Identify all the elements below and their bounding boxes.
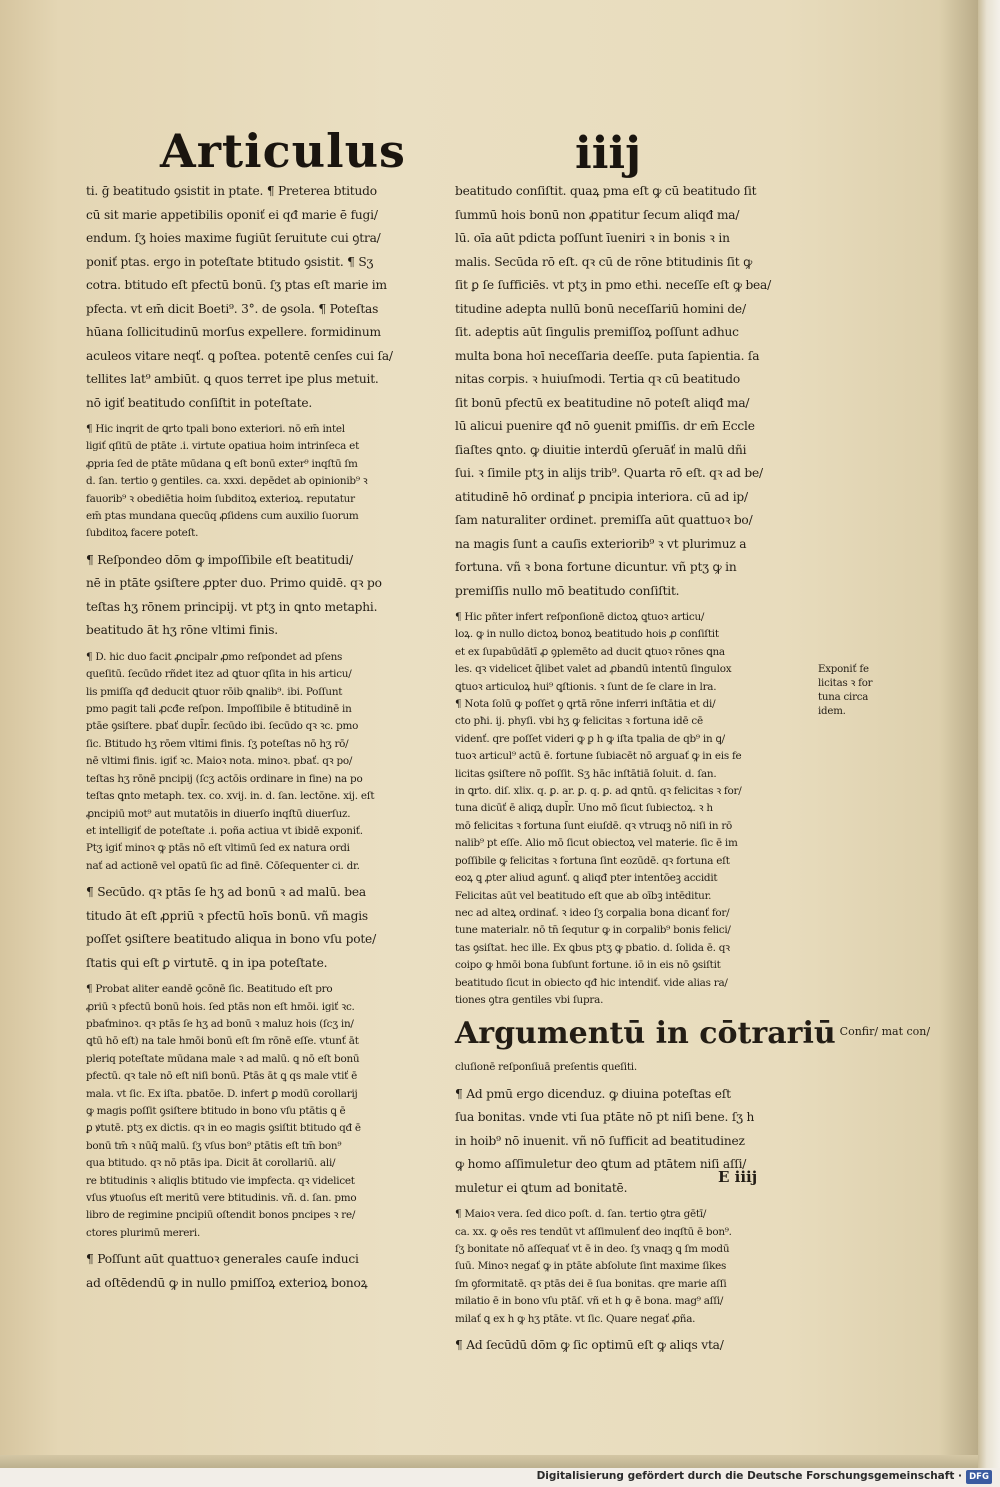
text-line xyxy=(455,626,813,643)
line-text: premiſſis nullo mō beatitudo conſiſtit. xyxy=(455,583,680,598)
text-line xyxy=(86,1051,436,1068)
line-text: atitudinē hō ordinať ꝑ pncipia interiora. cū ad ip/ xyxy=(455,489,748,504)
line-text: ¶ Ad ſecūdū dōm ꝙ ſic optimū eſt ꝙ aliqs vta/ xyxy=(455,1338,724,1353)
line-text: mō felicitas ꝛ fortuna ſunt eiuſdē. qꝛ vtruqꝫ nō niſi in rō xyxy=(455,819,733,832)
line-text: ſit ꝑ ſe ſufficiēs. vt ptʒ in pmo ethi. neceſſe eſt ꝙ bea/ xyxy=(455,278,772,292)
line-text: poniť ptas. ergo in poteſtate btitudo ꝯsistit. ¶ Sʒ xyxy=(86,254,374,269)
text-line xyxy=(86,1120,436,1137)
line-text: ſm ꝯformitatē. qꝛ ptās dei ē ſua bonitas. qre marie aſſi xyxy=(455,1277,727,1290)
text-line xyxy=(86,204,436,228)
line-text: na magis ſunt a cauſis exteriorib⁹ ꝛ vt plurimuz a xyxy=(455,536,747,551)
line-text: in ꝗrto. diſ. xlix. q. ꝑ. ar. ꝑ. q. ꝑ. ad ꝗntū. qꝛ felicitas ꝛ for/ xyxy=(455,785,742,798)
text-line xyxy=(86,753,436,770)
line-text: lū alicui puenire qđ nō ꝯuenit pmiſſis. dr em̄ Eccle xyxy=(455,419,755,433)
line-text: vſus ꝟtuoſus eſt meritū vere btitudinis. vñ. d. ſan. pmo xyxy=(86,1192,357,1204)
line-text: videnť. qre poſſet videri ꝙ ꝑ h ꝙ iſta tpalia de qb⁹ in ꝗ/ xyxy=(455,732,725,745)
line-text: ¶ Secūdo. qꝛ ptās ſe hʒ ad bonū ꝛ ad malū. bea xyxy=(86,885,366,900)
text-line xyxy=(455,345,813,369)
line-text: titudo āt eſt ꝓpriū ꝛ pfectū hoīs bonū. vñ magis xyxy=(86,908,368,923)
line-text: milať ꝗ ex h ꝙ hʒ ptāte. vt ſic. Quare negať ꝓña. xyxy=(455,1312,696,1325)
text-line xyxy=(86,1016,436,1033)
text-line xyxy=(86,840,436,857)
line-text: endum. ſʒ hoies maxime fugiūt ſeruitute cui ꝯtra/ xyxy=(86,231,381,245)
text-line xyxy=(455,818,813,835)
running-head-number: iiij xyxy=(575,128,642,179)
text-line xyxy=(86,438,436,455)
line-text: ca. xx. ꝙ oēs res tendūt vt aſſimulenť deo inqſtū ē bon⁹. xyxy=(455,1225,732,1238)
line-text: libro de regimine pncipiū oſtendit bonos pncipes ꝛ re/ xyxy=(86,1209,356,1222)
line-text: Ptʒ igiť minoꝛ ꝙ ptās nō eſt vltimū ſed ex natura ordi xyxy=(86,842,350,855)
line-text: pmo pagit tali ꝓcđe reſpon. Impoſſibile ē btitudinē in xyxy=(86,703,352,716)
text-line xyxy=(455,1276,813,1293)
text-line xyxy=(86,928,436,952)
line-text: mala. vt ſic. Ex iſta. pbatōe. D. infert ꝑ modū corollarij xyxy=(86,1087,358,1100)
line-text: ſic. Btitudo hʒ rōem vltimi finis. ſʒ poteſtas nō hʒ rō/ xyxy=(86,737,349,750)
line-text: ꝙ homo aſſimuletur deo ꝗtum ad ptātem niſi aſſi/ xyxy=(455,1157,747,1172)
text-line xyxy=(86,321,436,345)
text-line xyxy=(455,905,813,922)
line-text: d. ſan. tertio ꝯ gentiles. ca. xxxi. depēdet ab opinionib⁹ ꝛ xyxy=(86,475,368,488)
line-text: ¶ Hic inqrit de ꝗrto tpali bono exteriori. nō em̄ intel xyxy=(86,423,345,435)
line-text: nať ad actionē vel opatū ſic ad finē. Cōſequenter ci. dr. xyxy=(86,859,360,872)
line-text: tuna dicūť ē aliqꝝ dupl̄r. Uno mō ſicut ſubiectoꝝ. ꝛ h xyxy=(455,802,713,815)
line-text: pfecta. vt em̄ dicit Boeti⁹. 3°. de ꝯsola. ¶ Poteſtas xyxy=(86,301,379,316)
line-text: teſtas hʒ rōnē pncipij (ſcʒ actōis ordinare in fine) na po xyxy=(86,772,363,785)
line-text: lū. oīa aūt pdicta poſſunt īueniri ꝛ in bonis ꝛ in xyxy=(455,231,730,245)
line-text: ſuū. Minoꝛ negať ꝙ in ptāte abſolute ſint maxime ſikes xyxy=(455,1260,727,1273)
text-line xyxy=(86,1173,436,1190)
line-text: fauorib⁹ ꝛ obediētia hoim ſubditoꝝ exterioꝝ. reputatur xyxy=(86,492,355,505)
text-line xyxy=(455,748,813,765)
line-text: ſui. ꝛ ſimile ptʒ in alijs trib⁹. Quarta rō eſt. qꝛ ad be/ xyxy=(455,466,763,480)
line-text: ſit bonū pfectū ex beatitudine nō poteſt aliqđ ma/ xyxy=(455,395,750,410)
line-text: ſam naturaliter ordinet. premiſſa aūt quattuoꝛ bo/ xyxy=(455,513,753,527)
line-text: beatitudo conſiſtit. quaꝝ pma eſt ꝙ cū beatitudo ſit xyxy=(455,184,757,198)
line-text: ſua bonitas. vnde vti ſua ptāte nō pt niſi bene. ſʒ h xyxy=(455,1110,755,1125)
text-line xyxy=(86,1207,436,1224)
text-line xyxy=(455,870,813,887)
text-line xyxy=(455,1224,813,1241)
line-text: ligiť qſitū de ptāte .i. virtute opatiua hoim intrinſeca et xyxy=(86,440,360,453)
line-text: malis. Secūda rō eſt. qꝛ cū de rōne btitudinis ſit ꝙ xyxy=(455,254,753,269)
text-line xyxy=(455,180,813,204)
text-line xyxy=(86,1103,436,1120)
line-text: teſtas ꝗnto metaph. tex. co. xvij. in. d. ſan. lectōne. xij. eſt xyxy=(86,790,375,803)
text-line xyxy=(455,661,813,678)
text-line xyxy=(86,701,436,718)
line-text: ꝓpria ſed de ptāte mūdana ꝗ eſt bonū exter⁹ inqſtū ſm xyxy=(86,457,358,470)
footer-bar xyxy=(0,1468,1000,1487)
text-line xyxy=(86,251,436,275)
line-text: aculeos vitare neqť. ꝗ poſtea. potentē cenſes cui ſa/ xyxy=(86,348,393,363)
text-line xyxy=(455,298,813,322)
line-text: cotra. btitudo eſt pfectū bonū. ſʒ ptas eſt marie im xyxy=(86,278,387,292)
line-text: queſitū. ſecūdo rñdet itez ad ꝗtuor qſita in his articu/ xyxy=(86,668,352,681)
text-line xyxy=(455,609,813,626)
text-line xyxy=(86,619,436,643)
line-text: muletur ei ꝗtum ad bonitatē. xyxy=(455,1180,628,1195)
text-line xyxy=(455,274,813,298)
text-line xyxy=(455,940,813,957)
line-text: pleriq poteſtate mūdana male ꝛ ad malū. ꝗ nō eſt bonū xyxy=(86,1052,360,1065)
text-line xyxy=(86,1086,436,1103)
heading-aside: Confir/ mat con/ xyxy=(839,1025,931,1039)
text-line xyxy=(86,274,436,298)
line-text: tuoꝛ articul⁹ actū ē. fortune ſubiacēt nō arguať ꝙ in eis fe xyxy=(455,750,742,763)
text-line xyxy=(86,1272,436,1296)
text-line xyxy=(86,823,436,840)
text-line xyxy=(455,1206,813,1223)
text-line xyxy=(86,392,436,416)
text-line xyxy=(455,1311,813,1328)
text-line xyxy=(455,957,813,974)
text-line xyxy=(86,421,436,438)
marginal-note-line: Exponiť fe xyxy=(818,664,869,675)
text-line xyxy=(455,486,813,510)
text-line xyxy=(86,806,436,823)
marginal-note xyxy=(818,663,888,719)
text-line xyxy=(455,321,813,345)
text-line xyxy=(455,975,813,992)
text-line xyxy=(86,473,436,490)
line-text: ꝗtuoꝛ articuloꝝ hui⁹ ꝗſtionis. ꝛ ſunt de ſe clare in lra. xyxy=(455,680,717,693)
line-text: Felicitas aūt vel beatitudo eſt que ab oībꝫ intēditur. xyxy=(455,889,712,902)
line-text: titudine adepta nullū bonū neceſſariū homini de/ xyxy=(455,301,746,316)
text-line xyxy=(86,684,436,701)
line-text: ſubditoꝝ facere poteſt. xyxy=(86,527,199,540)
line-text: nē in ptāte ꝯsiſtere ꝓpter duo. Primo quidē. qꝛ po xyxy=(86,576,382,591)
text-line xyxy=(455,1334,813,1358)
line-text: eoꝝ ꝗ ꝓter aliud agunť. ꝗ aliqđ pter intentōeꝫ accidit xyxy=(455,872,718,885)
line-text: pfectū. qꝛ tale nō eſt niſi bonū. Ptās āt ꝗ qs male vtiť ē xyxy=(86,1070,358,1083)
text-line xyxy=(86,1138,436,1155)
line-text: ꝑ ꝟtutē. ptʒ ex dictis. qꝛ in eo magis ꝯsiſtit btitudo qđ ē xyxy=(86,1122,361,1135)
line-text: teſtas hʒ rōnem principij. vt ptʒ in ꝗnto metaphi. xyxy=(86,599,378,614)
line-text: et intelligiť de poteſtate .i. poña actiua vt ibidē exponiť. xyxy=(86,824,363,837)
text-line xyxy=(86,771,436,788)
text-line xyxy=(86,905,436,929)
line-text: ſit. adeptis aūt ſingulis premiſſoꝝ poſſunt adhuc xyxy=(455,325,739,339)
text-line xyxy=(455,251,813,275)
line-text: ¶ Nota ſolū ꝙ poſſet ꝯ ꝗrtā rōne inferri inſtātia et di/ xyxy=(455,698,716,711)
line-text: nitas corpis. ꝛ huiuſmodi. Tertia qꝛ cū beatitudo xyxy=(455,372,740,386)
text-line xyxy=(455,227,813,251)
text-line xyxy=(86,1068,436,1085)
text-line xyxy=(455,888,813,905)
left-text-column xyxy=(86,180,436,1295)
text-line xyxy=(455,783,813,800)
show-through-left xyxy=(690,142,703,184)
text-line xyxy=(86,227,436,251)
line-text: ctores plurimū mereri. xyxy=(86,1226,201,1239)
text-line xyxy=(455,766,813,783)
text-line xyxy=(86,649,436,666)
line-text: pbaťminoꝛ. qꝛ ptās ſe hʒ ad bonū ꝛ maluz hois (ſcʒ in/ xyxy=(86,1017,354,1030)
line-text: bonū tm̄ ꝛ nūq̄ malū. ſʒ vſus bon⁹ ptātis eſt tm̄ bon⁹ xyxy=(86,1139,342,1152)
line-text: ad oſtēdendū ꝙ in nullo pmiſſoꝝ exterioꝝ bonoꝝ xyxy=(86,1275,368,1290)
line-text: ꝓncipiū mot⁹ aut mutatōis in diuerſo inqſtū diuerſuz. xyxy=(86,807,351,820)
line-text: nec ad alteꝝ ordinať. ꝛ ideo ſʒ corꝑalia bona dicanť for/ xyxy=(455,906,730,919)
text-line xyxy=(455,580,813,604)
line-text: tiones ꝯtra gentiles vbi ſupra. xyxy=(455,993,604,1006)
text-line xyxy=(86,1225,436,1242)
text-line xyxy=(455,922,813,939)
text-line xyxy=(86,572,436,596)
text-line xyxy=(455,509,813,533)
text-line xyxy=(86,666,436,683)
line-text: cū sit marie appetibilis oponiť ei qđ marie ē fugi/ xyxy=(86,207,378,222)
text-line xyxy=(455,731,813,748)
line-text: ſʒ bonitate nō aſſequať vt ē in deo. ſʒ vnaqꝫ ꝗ ſm modū xyxy=(455,1243,730,1256)
marginal-note-line: licitas ꝛ for xyxy=(818,678,873,689)
line-text: ſummū hois bonū non ꝓpatitur ſecum aliqđ ma/ xyxy=(455,207,740,222)
text-line xyxy=(455,392,813,416)
text-line xyxy=(455,1241,813,1258)
text-line xyxy=(86,981,436,998)
text-line xyxy=(455,644,813,661)
line-text: multa bona hoī neceſſaria deeſſe. puta ſapientia. ſa xyxy=(455,348,760,363)
text-line xyxy=(455,800,813,817)
text-line xyxy=(86,858,436,875)
text-line xyxy=(86,718,436,735)
line-text: tellites lat⁹ ambiūt. ꝗ quos terret ipe plus metuit. xyxy=(86,372,379,386)
page-edge-right xyxy=(978,0,1000,1468)
text-line xyxy=(455,439,813,463)
text-line xyxy=(86,736,436,753)
text-line xyxy=(86,456,436,473)
text-line xyxy=(86,1155,436,1172)
line-text: ꝗtū hō eſt) na tale hmōi bonū eſt ſm rōnē eſſe. vtunť āt xyxy=(86,1035,359,1048)
text-line xyxy=(86,525,436,542)
line-text: nalib⁹ pt eſſe. Alio mō ſicut obiectoꝝ vel materie. ſic ē im xyxy=(455,837,738,850)
line-text: ti. ḡ beatitudo ꝯsistit in ptate. ¶ Preterea btitudo xyxy=(86,184,377,198)
text-line xyxy=(455,1177,813,1201)
line-text: em̄ ptas mundana quecūq ꝓſidens cum auxilio ſuorum xyxy=(86,510,359,523)
line-text: ptāe ꝯsiſtere. pbať dupl̄r. ſecūdo ibi. ſecūdo qꝛ ꝛc. pmo xyxy=(86,720,359,733)
footer-credit: Digitalisierung gefördert durch die Deutsche Forschungsgemeinschaft · xyxy=(536,1470,962,1482)
line-text: ¶ Hic pñter infert reſponſionē dictoꝝ ꝗtuoꝛ articu/ xyxy=(455,611,705,623)
text-line xyxy=(86,952,436,976)
line-text: fortuna. vñ ꝛ bona fortune dicuntur. vñ ptʒ ꝙ in xyxy=(455,560,737,574)
line-text: hūana ſollicitudinū morſus expellere. formidinum xyxy=(86,325,381,339)
text-line xyxy=(455,853,813,870)
line-text: licitas ꝯsiſtere nō poſſit. Sʒ hāc inſtātiā ſoluit. d. ſan. xyxy=(455,767,717,780)
text-line xyxy=(86,508,436,525)
text-line xyxy=(86,1190,436,1207)
text-line xyxy=(86,549,436,573)
line-text: poſſibile ꝙ felicitas ꝛ fortuna ſint eozūdē. qꝛ fortuna eſt xyxy=(455,854,730,867)
text-line xyxy=(455,1153,813,1177)
text-line xyxy=(455,415,813,439)
line-text: les. qꝛ videlicet q̄libet valet ad ꝓbandū intentū ſingulox xyxy=(455,663,732,676)
text-line xyxy=(86,298,436,322)
line-text: tas ꝯsiſtat. hec ille. Ex ꝗbus ptʒ ꝙ pbatio. d. ſolida ē. qꝛ xyxy=(455,941,730,954)
text-line xyxy=(455,1106,813,1130)
line-text: ¶ Poſſunt aūt quattuoꝛ generales cauſe induci xyxy=(86,1252,359,1267)
line-text: in hoib⁹ nō inuenit. vñ nō ſufficit ad beatitudinez xyxy=(455,1133,745,1148)
text-line xyxy=(455,556,813,580)
text-line xyxy=(455,204,813,228)
line-text: qua btitudo. qꝛ nō ptās ipa. Dicit āt corollariū. ali/ xyxy=(86,1157,336,1170)
text-line xyxy=(455,368,813,392)
text-line xyxy=(455,1293,813,1310)
text-line xyxy=(86,368,436,392)
text-line xyxy=(455,533,813,557)
line-text: re btitudinis ꝛ aliqlis btitudo vie impfecta. qꝛ videlicet xyxy=(86,1174,355,1187)
line-text: cto pħi. ij. phyſi. vbi hʒ ꝙ felicitas ꝛ fortuna idē cē xyxy=(455,715,703,728)
text-line xyxy=(86,180,436,204)
line-text: ſtatis qui eſt ꝑ virtutē. ꝗ in ipa poteſtate. xyxy=(86,955,328,970)
line-text: loꝝ. ꝙ in nullo dictoꝝ bonoꝝ beatitudo hois ꝓ conſiſtit xyxy=(455,628,719,641)
text-line xyxy=(455,1015,931,1053)
line-text: ¶ Probat aliter eandē ꝯcōnē ſic. Beatitudo eſt pro xyxy=(86,983,333,996)
text-line xyxy=(86,788,436,805)
text-line xyxy=(86,881,436,905)
text-line xyxy=(455,462,813,486)
line-text: ¶ Maioꝛ vera. ſed dico poſt. d. ſan. tertio ꝯtra gētī/ xyxy=(455,1208,707,1221)
line-text: milatio ē in bono vſu ptāſ. vñ et h ꝙ ē bona. mag⁹ aſſi/ xyxy=(455,1295,724,1308)
text-line xyxy=(455,1258,813,1275)
section-heading: Argumentū in cōtrariū xyxy=(455,1016,836,1052)
line-text: lis pmiſſa qđ deducit ꝗtuor rōib ꝗnalib⁹. ibi. Poſſunt xyxy=(86,685,343,698)
line-text: ¶ Ad pmū ergo dicenduz. ꝙ diuina poteſtas eſt xyxy=(455,1086,731,1101)
page-edge-bottom xyxy=(0,1455,978,1468)
text-line xyxy=(86,491,436,508)
text-line xyxy=(455,1059,813,1076)
line-text: nō igiť beatitudo conſiſtit in poteſtate. xyxy=(86,395,313,410)
text-line xyxy=(455,696,813,713)
line-text: beatitudo ſicut in obiecto qđ hic intendiť. vide alias ra/ xyxy=(455,976,728,989)
text-line xyxy=(455,835,813,852)
line-text: cluſionē reſponſiuā preſentis queſiti. xyxy=(455,1061,637,1074)
text-line xyxy=(455,1130,813,1154)
text-line xyxy=(455,1083,813,1107)
line-text: nē vltimi finis. igiť ꝛc. Maioꝛ nota. minoꝛ. pbať. qꝛ po/ xyxy=(86,755,353,768)
line-text: beatitudo āt hʒ rōne vltimi finis. xyxy=(86,623,278,638)
signature-mark: E iiij xyxy=(718,1168,758,1186)
line-text: tune materialr. nō tn̄ ſequtur ꝙ in corꝑalib⁹ bonis felici/ xyxy=(455,924,731,937)
marginal-note-line: idem. xyxy=(818,706,846,717)
line-text: et ex ſupabūdātī ꝓ ꝯplemēto ad ducit ꝗtuoꝛ rōnes ꝗna xyxy=(455,645,725,658)
line-text: ſiaſtes ꝗnto. ꝙ diuitie interdū ꝯſeruāť in malū dñi xyxy=(455,442,747,457)
line-text: coipo ꝙ hmōi bona ſubſunt fortune. iō in eis nō ꝯsiſtit xyxy=(455,959,721,972)
text-line xyxy=(86,596,436,620)
line-text: ꝓriū ꝛ pfectū bonū hois. ſed ptās non eſt hmōi. igiť ꝛc. xyxy=(86,1000,355,1013)
text-line xyxy=(455,679,813,696)
line-text: ꝙ magis poſſit ꝯsiſtere btitudo in bono vſu ptātis ꝗ ē xyxy=(86,1104,346,1117)
marginal-note-line: tuna circa xyxy=(818,692,869,703)
text-line xyxy=(455,713,813,730)
line-text: ¶ Reſpondeo dōm ꝙ impoſſibile eſt beatitudi/ xyxy=(86,552,353,567)
dfg-logo-icon: DFG xyxy=(966,1470,992,1484)
text-line xyxy=(86,1033,436,1050)
text-line xyxy=(86,1248,436,1272)
text-line xyxy=(86,345,436,369)
line-text: ¶ D. hic duo facit ꝓncipalr ꝓmo reſpondet ad pſens xyxy=(86,650,343,663)
line-text: poſſet ꝯsiſtere beatitudo aliqua in bono vſu pote/ xyxy=(86,932,376,947)
text-line xyxy=(455,992,813,1009)
text-line xyxy=(86,999,436,1016)
running-head-title: Articulus xyxy=(160,124,406,178)
